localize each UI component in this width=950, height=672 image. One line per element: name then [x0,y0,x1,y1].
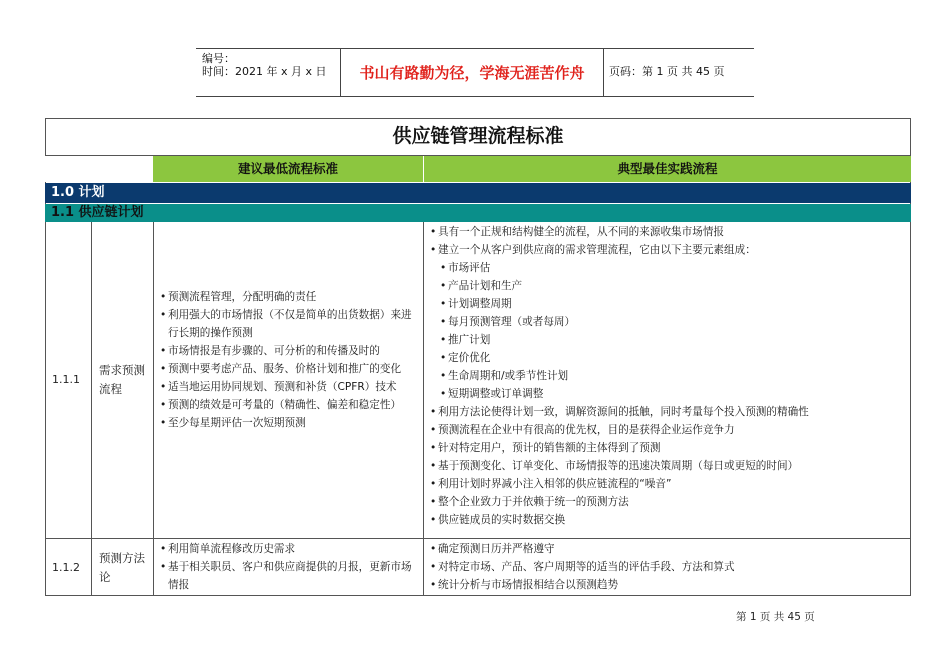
list-item: • 推广计划 [430,331,908,349]
min-standard-list-1-1-2 [160,540,418,594]
list-item: • 利用方法论使得计划一致，调解资源间的抵触，同时考量每个投入预测的精确性 [430,403,908,421]
list-item: • 建立一个从客户到供应商的需求管理流程，它由以下主要元素组成： [430,241,908,259]
column-rule [153,222,154,596]
list-item: • 定价优化 [430,349,908,367]
list-item: • 基于相关职员、客户和供应商提供的月报，更新市场情报 [160,558,418,594]
list-item: • 基于预测变化、订单变化、市场情报等的迅速决策周期（每日或更短的时间） [430,457,908,475]
row-rule [45,538,911,539]
row-number-1-1-1: 1.1.1 [52,373,80,386]
row-number-1-1-2: 1.1.2 [52,561,80,574]
document-number-label: 编号： [202,52,235,65]
header-separator [423,156,424,182]
list-item: • 利用计划时界减小注入相邻的供应链流程的“噪音” [430,475,908,493]
header-motto: 书山有路勤为径，学海无涯苦作舟 [359,64,585,82]
list-item: • 计划调整周期 [430,295,908,313]
list-item: • 预测的绩效是可考量的（精确性、偏差和稳定性） [160,396,418,414]
column-header-min-standard: 建议最低流程标准 [153,156,423,182]
list-item: • 预测流程管理，分配明确的责任 [160,288,418,306]
list-item: • 具有一个正规和结构健全的流程，从不同的来源收集市场情报 [430,223,908,241]
document-date: 时间：2021 年 x 月 x 日 [202,65,327,78]
row-label-forecast-methodology: 预测方法论 [99,551,145,584]
list-item: • 统计分析与市场情报相结合以预测趋势 [430,576,908,594]
best-practice-list-1-1-2 [430,540,908,594]
row-label-demand-forecast: 需求预测流程 [99,363,145,396]
column-rule [91,222,92,596]
header-page-code: 页码：第 1 页 共 45 页 [609,65,725,78]
list-item: • 适当地运用协同规划、预测和补货（CPFR）技术 [160,378,418,396]
list-item: • 市场评估 [430,259,908,277]
list-item: • 对特定市场、产品、客户周期等的适当的评估手段、方法和算式 [430,558,908,576]
list-item: • 预测中要考虑产品、服务、价格计划和推广的变化 [160,360,418,378]
list-item: • 生命周期和/或季节性计划 [430,367,908,385]
list-item: • 每月预测管理（或者每周） [430,313,908,331]
header-blank-cell [45,156,153,182]
min-standard-list-1-1-1 [160,288,418,432]
list-item: • 市场情报是有步骤的、可分析的和传播及时的 [160,342,418,360]
section-1-0-bar: 1.0 计划 [45,183,911,203]
list-item: • 产品计划和生产 [430,277,908,295]
list-item: • 利用强大的市场情报（不仅是简单的出货数据）来进行长期的操作预测 [160,306,418,342]
list-item: • 短期调整或订单调整 [430,385,908,403]
list-item: • 整个企业致力于并依赖于统一的预测方法 [430,493,908,511]
list-item: • 至少每星期评估一次短期预测 [160,414,418,432]
page-footer: 第 1 页 共 45 页 [736,611,815,623]
column-header-best-practice: 典型最佳实践流程 [424,156,911,182]
list-item: • 预测流程在企业中有很高的优先权，目的是获得企业运作竞争力 [430,421,908,439]
header-divider [603,48,604,96]
list-item: • 供应链成员的实时数据交换 [430,511,908,529]
list-item: • 针对特定用户，预计的销售额的主体得到了预测 [430,439,908,457]
list-item: • 确定预测日历并严格遵守 [430,540,908,558]
header-bottom-rule [196,96,754,97]
best-practice-list-1-1-1 [430,223,908,529]
table-title: 供应链管理流程标准 [392,125,564,147]
section-1-1-bar: 1.1 供应链计划 [45,204,911,222]
column-rule [423,222,424,596]
header-top-rule [196,48,754,49]
list-item: • 利用简单流程修改历史需求 [160,540,418,558]
